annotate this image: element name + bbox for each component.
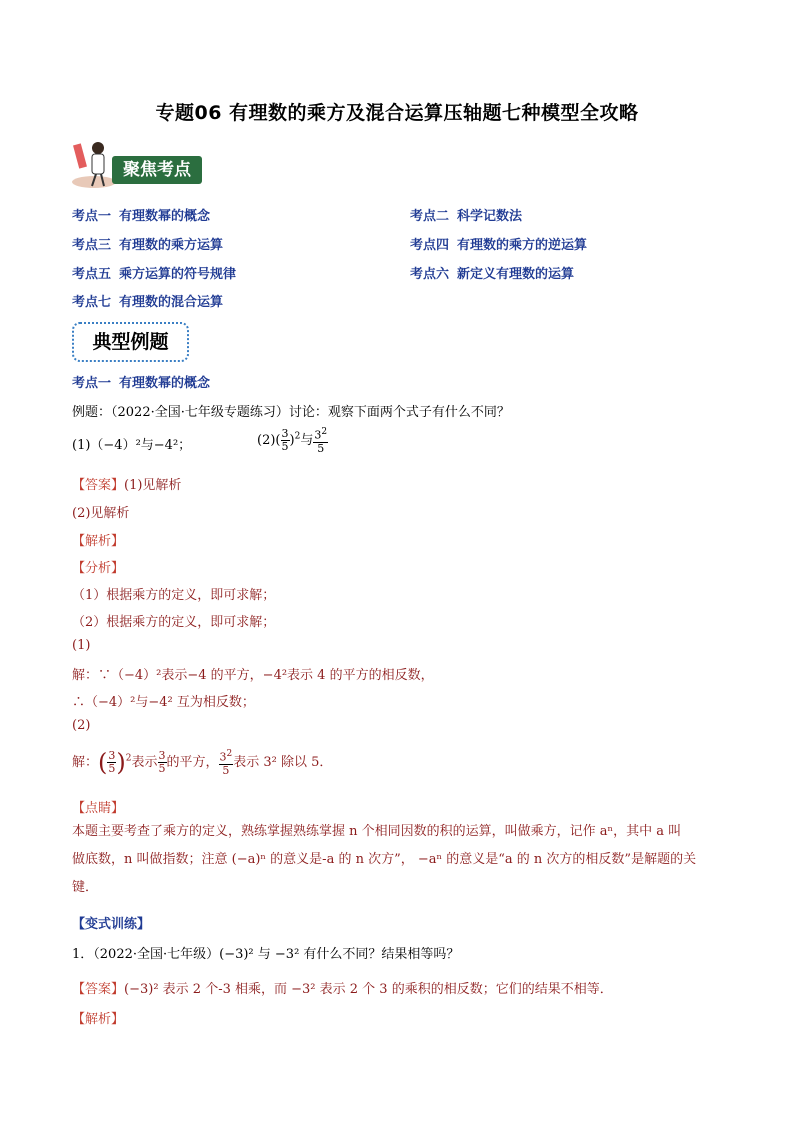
variant-jiexi-label: 【解析】 (72, 1012, 125, 1027)
kaodian-item-5: 考点五 乘方运算的符号规律 (72, 267, 237, 282)
solution-1: 解：∵（−4）²表示−4 的平方，−4²表示 4 的平方的相反数， (72, 668, 434, 683)
example-q2: (2)( $\frac{3}{5}$ )$^2$与 $\frac{3^2}{5}$ (257, 426, 328, 455)
solution-2: 解：( $\frac{3}{5}$ )$^2$表示 $\frac{3}{5}$ 的平方， $\frac{3^2}{5}$ 表示 3² 除以 5． (72, 748, 333, 777)
part-1-label: (1) (72, 638, 91, 653)
jiexi-label: 【解析】 (72, 534, 125, 549)
answer-line-1: 【答案】(1)见解析 (72, 478, 182, 493)
kaodian-item-4: 考点四 有理数的乘方的逆运算 (410, 238, 588, 253)
page-title: 专题06 有理数的乘方及混合运算压轴题七种模型全攻略 (155, 102, 639, 124)
variant-answer: 【答案】(−3)² 表示 2 个-3 相乘，而 −3² 表示 2 个 3 的乘积的相反数；它们的结果不相等． (72, 982, 613, 997)
variant-q1: 1．（2022·全国·七年级）(−3)² 与 −3² 有什么不同？结果相等吗？ (72, 947, 460, 962)
kaodian-item-7: 考点七 有理数的混合运算 (72, 295, 224, 310)
dianjing-text: 本题主要考查了乘方的定义，熟练掌握熟练掌握 n 个相同因数的积的运算，叫做乘方，记作 aⁿ，其中 a 叫 做底数，n 叫做指数；注意 (−a)ⁿ 的意义是-a 的 n 次方”， −aⁿ 的意义是“a 的 n 次方的相反数”是解题的关 键． (72, 824, 697, 895)
solution-1b: ∴（−4）²与−4² 互为相反数； (72, 695, 255, 710)
typical-examples-heading: 典型例题 (72, 322, 189, 362)
section-heading: 考点一 有理数幂的概念 (72, 376, 211, 391)
dianjing-label: 【点睛】 (72, 801, 125, 816)
focus-banner (70, 138, 205, 190)
kaodian-item-6: 考点六 新定义有理数的运算 (410, 267, 575, 282)
kaodian-item-2: 考点二 科学记数法 (410, 209, 523, 224)
banner-label: 聚焦考点 (112, 156, 202, 184)
answer-line-2: (2)见解析 (72, 506, 130, 521)
part-2-label: (2) (72, 718, 91, 733)
fenxi-label: 【分析】 (72, 561, 125, 576)
kaodian-item-3: 考点三 有理数的乘方运算 (72, 238, 224, 253)
example-q1: (1)（−4）²与−4²； (72, 438, 192, 453)
example-intro: 例题：（2022·全国·七年级专题练习）讨论：观察下面两个式子有什么不同？ (72, 405, 510, 420)
fenxi-2: （2）根据乘方的定义，即可求解； (72, 615, 276, 630)
kaodian-item-1: 考点一 有理数幂的概念 (72, 209, 211, 224)
fenxi-1: （1）根据乘方的定义，即可求解； (72, 588, 276, 603)
variant-label: 【变式训练】 (72, 917, 151, 932)
